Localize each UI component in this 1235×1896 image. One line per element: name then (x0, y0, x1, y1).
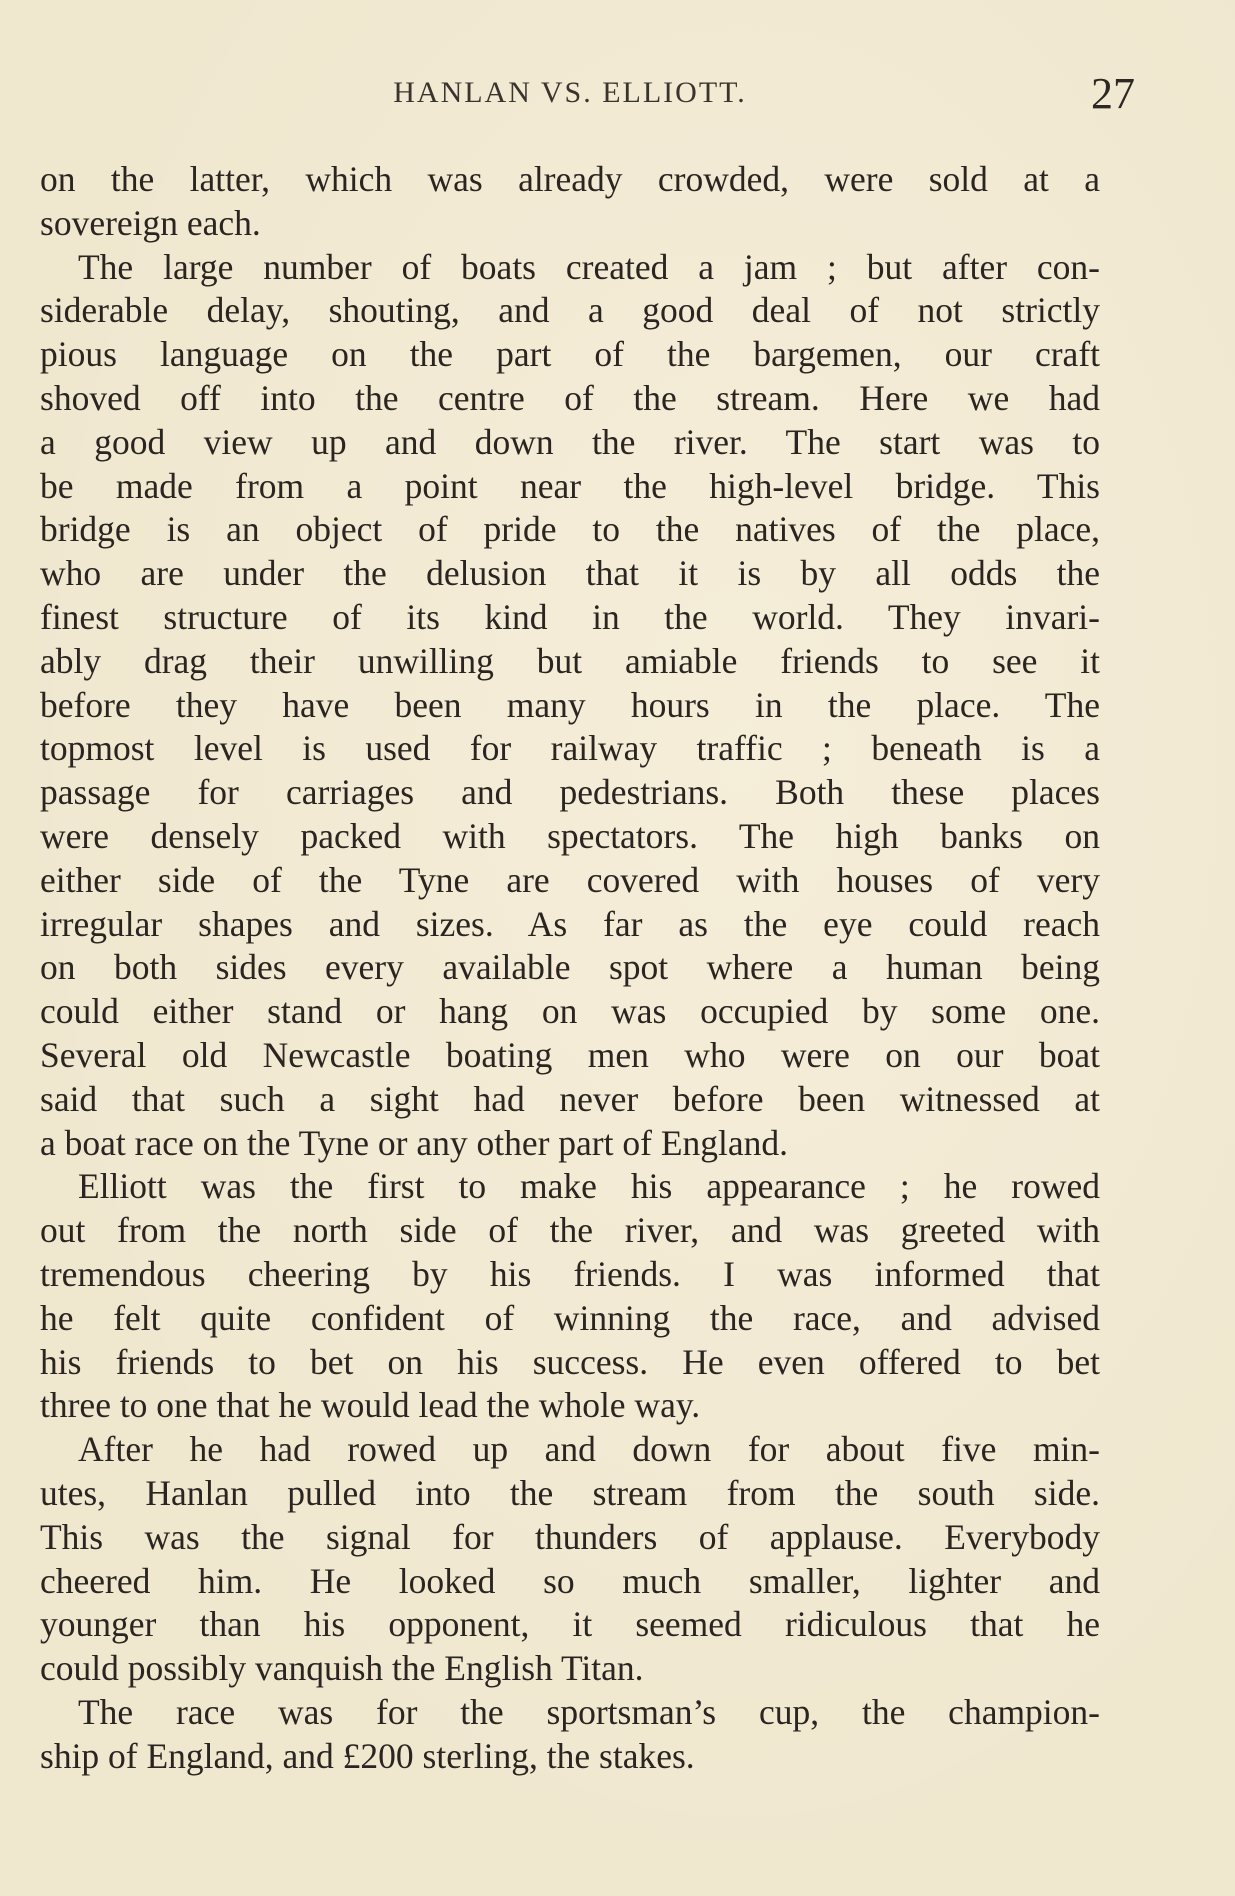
text-line: utes, Hanlan pulled into the stream from the south side. (40, 1472, 1100, 1513)
running-head (40, 69, 1135, 122)
text-line: on both sides every available spot where a human being (40, 947, 1100, 988)
paragraph-start-line: After he had rowed up and down for about five min- (78, 1429, 1100, 1470)
text-line: who are under the delusion that it is by all odds the (40, 553, 1100, 594)
text-line: said that such a sight had never before been witnessed at (40, 1078, 1100, 1119)
text-line: before they have been many hours in the place. The (40, 684, 1100, 725)
text-line: could either stand or hang on was occupied by some one. (40, 991, 1100, 1032)
body-text (40, 158, 1100, 1778)
text-line: pious language on the part of the bargemen, our craft (40, 334, 1100, 375)
text-line: three to one that he would lead the whole way. (40, 1385, 701, 1426)
paragraph-start-line: The large number of boats created a jam ; but after con- (78, 246, 1100, 287)
page-number: 27 (1091, 69, 1135, 118)
paragraph-start-line: Elliott was the first to make his appearance ; he rowed (78, 1166, 1100, 1207)
text-line: shoved off into the centre of the stream. Here we had (40, 377, 1100, 418)
text-line: finest structure of its kind in the world. They invari- (40, 596, 1100, 637)
text-line: ship of England, and £200 sterling, the stakes. (40, 1735, 695, 1776)
text-line: be made from a point near the high-level bridge. This (40, 465, 1100, 506)
text-line: younger than his opponent, it seemed ridiculous that he (40, 1604, 1100, 1645)
text-line: tremendous cheering by his friends. I was informed that (40, 1253, 1100, 1294)
text-line: on the latter, which was already crowded, were sold at a (40, 159, 1100, 199)
text-line: could possibly vanquish the English Titan. (40, 1648, 644, 1689)
running-title: HANLAN VS. ELLIOTT. (393, 76, 747, 109)
text-line: were densely packed with spectators. The high banks on (40, 815, 1100, 856)
text-line: ably drag their unwilling but amiable friends to see it (40, 640, 1100, 681)
text-line: a good view up and down the river. The start was to (40, 421, 1100, 462)
text-line: sovereign each. (40, 202, 261, 243)
text-line: his friends to bet on his success. He even offered to bet (40, 1341, 1100, 1382)
text-line: irregular shapes and sizes. As far as the eye could reach (40, 903, 1100, 944)
text-line: passage for carriages and pedestrians. Both these places (40, 772, 1100, 813)
text-line: siderable delay, shouting, and a good deal of not strictly (40, 290, 1100, 331)
text-line: cheered him. He looked so much smaller, lighter and (40, 1560, 1100, 1601)
text-line: a boat race on the Tyne or any other part of England. (40, 1122, 788, 1163)
text-line: bridge is an object of pride to the natives of the place, (40, 509, 1100, 550)
text-line: out from the north side of the river, and was greeted with (40, 1210, 1100, 1251)
text-line: he felt quite confident of winning the race, and advised (40, 1297, 1100, 1338)
text-line: Several old Newcastle boating men who were on our boat (40, 1034, 1100, 1075)
text-line: This was the signal for thunders of applause. Everybody (40, 1516, 1100, 1557)
text-line: either side of the Tyne are covered with houses of very (40, 859, 1100, 900)
paragraph-start-line: The race was for the sportsman’s cup, the champion- (78, 1691, 1100, 1732)
text-line: topmost level is used for railway traffic ; beneath is a (40, 728, 1100, 769)
